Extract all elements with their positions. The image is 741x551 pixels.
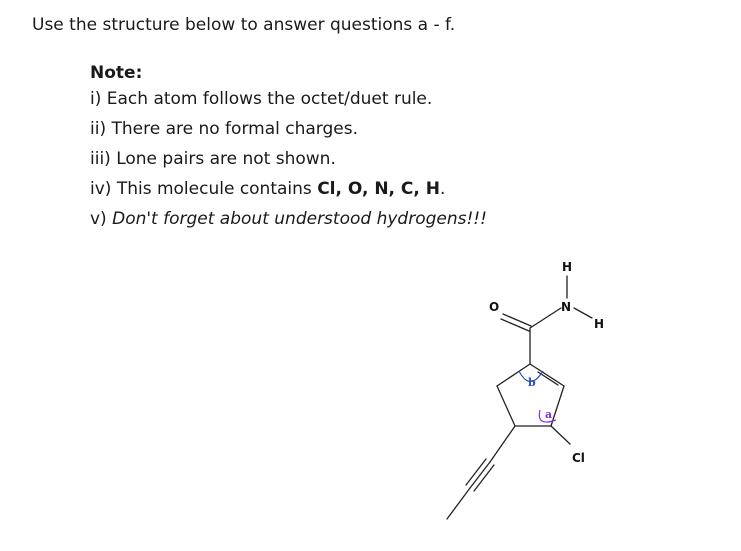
intro-text: Use the structure below to answer questions a - f. <box>32 15 456 35</box>
atom-cl: Cl <box>572 451 585 465</box>
bond-co-2 <box>501 319 529 331</box>
ring-bond-3 <box>497 386 515 426</box>
note-line-3: iii) Lone pairs are not shown. <box>90 149 336 169</box>
ring-bond-1 <box>497 364 530 386</box>
note-line-1: i) Each atom follows the octet/duet rule. <box>90 89 433 109</box>
note-heading: Note: <box>90 63 143 83</box>
note-line-4-prefix: iv) This molecule contains <box>90 179 318 199</box>
atom-h-right: H <box>594 317 605 331</box>
bond-co-1 <box>503 314 531 326</box>
note-line-5-italic: Don't forget about understood hydrogens!!! <box>112 209 487 229</box>
note-line-2: ii) There are no formal charges. <box>90 119 358 139</box>
bond-nh-right <box>574 308 592 318</box>
note-line-4-atoms: Cl, O, N, C, H <box>317 179 441 199</box>
bond-alkyne-end <box>447 488 470 519</box>
bond-cn <box>530 308 561 328</box>
angle-label-b: b <box>528 376 536 389</box>
note-line-4-suffix: . <box>440 179 446 199</box>
atom-h-top: H <box>562 260 573 274</box>
atom-o: O <box>489 300 500 314</box>
bond-c-cl <box>551 426 570 444</box>
atom-n: N <box>561 300 572 314</box>
ring-bond-4 <box>551 386 564 426</box>
angle-label-a: a <box>545 408 553 421</box>
note-line-5-prefix: v) <box>90 209 113 229</box>
bond-c-alkyne <box>490 426 515 462</box>
